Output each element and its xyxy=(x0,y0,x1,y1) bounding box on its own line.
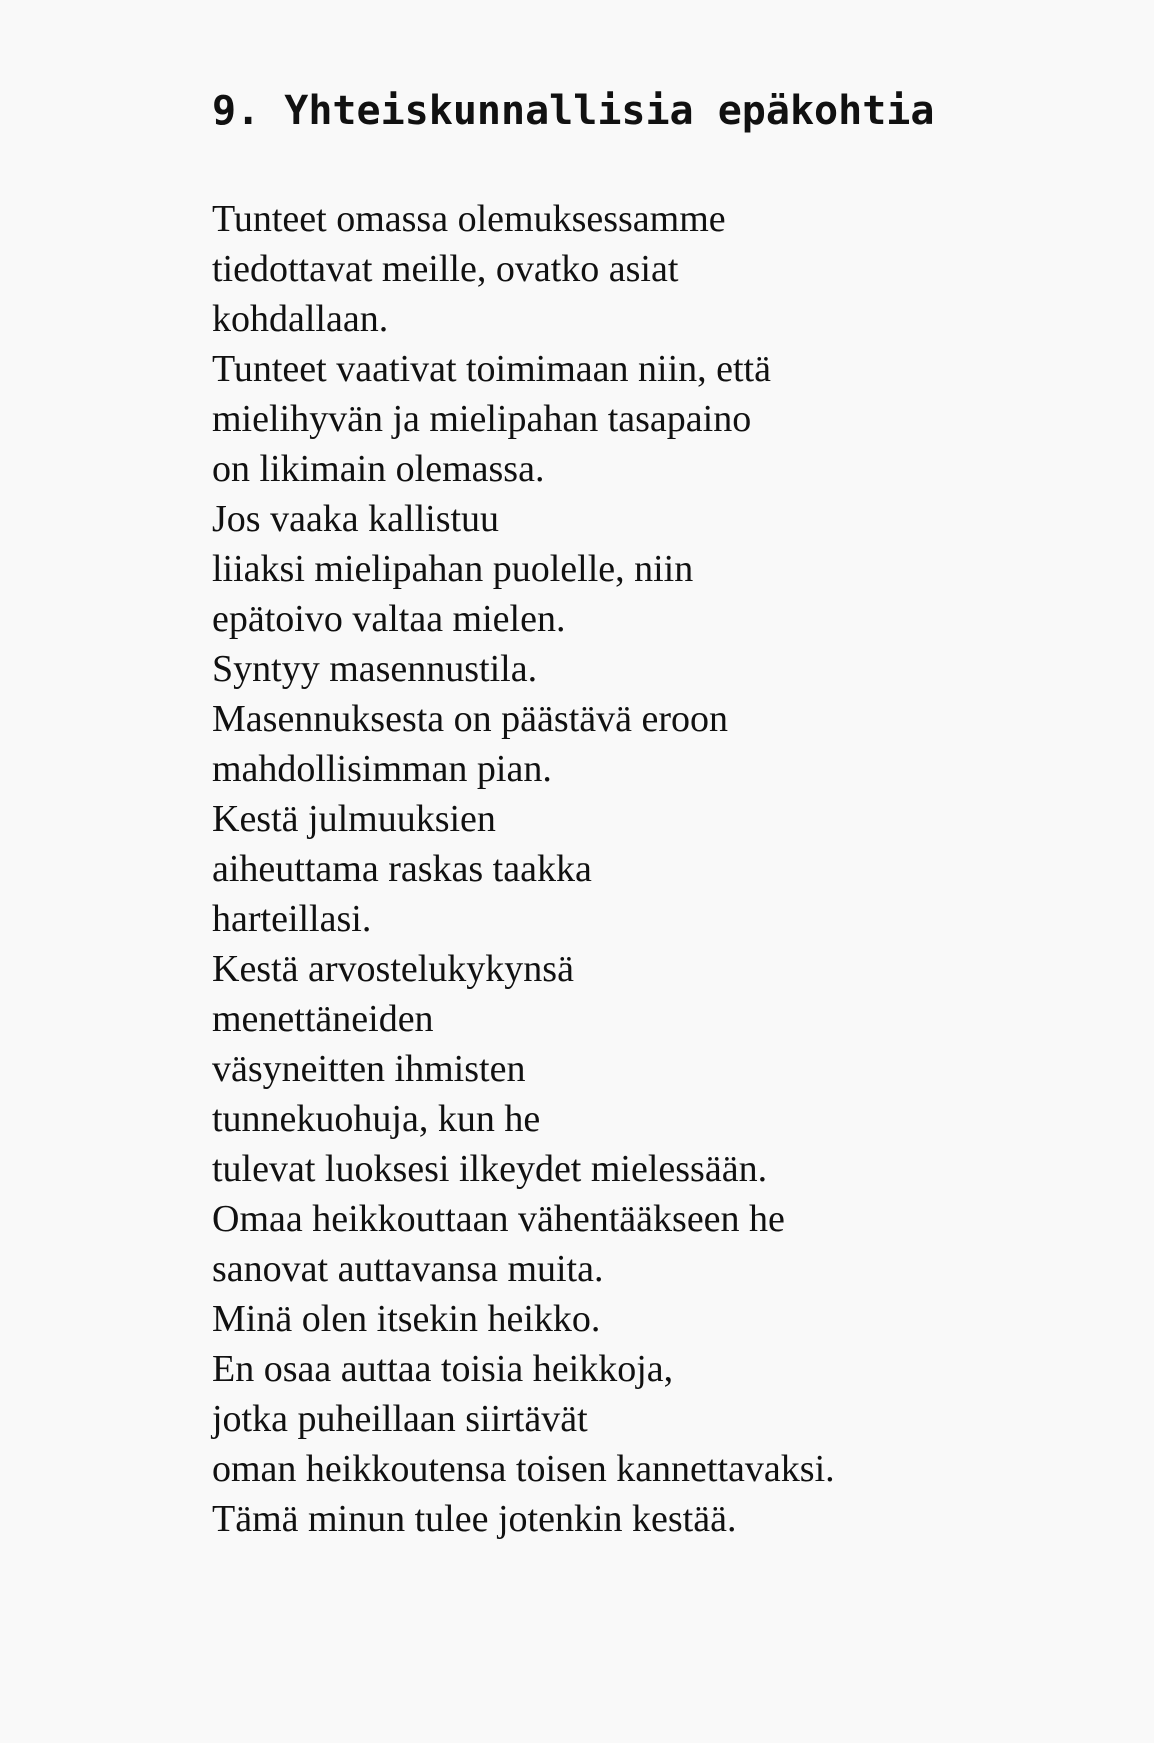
poem-line: epätoivo valtaa mielen. xyxy=(212,598,566,640)
poem-line: Minä olen itsekin heikko. xyxy=(212,1298,601,1340)
poem-line: mielihyvän ja mielipahan tasapaino xyxy=(212,398,752,440)
poem-line: Syntyy masennustila. xyxy=(212,648,538,690)
poem-line: tiedottavat meille, ovatko asiat xyxy=(212,248,679,290)
poem-line: Masennuksesta on päästävä eroon xyxy=(212,698,729,740)
poem-line: Jos vaaka kallistuu xyxy=(212,498,500,540)
poem-line: Tämä minun tulee jotenkin kestää. xyxy=(212,1498,737,1540)
poem-line: Kestä arvostelukykynsä xyxy=(212,948,574,990)
poem-text xyxy=(212,194,1112,1544)
poem-line: En osaa auttaa toisia heikkoja, xyxy=(212,1348,674,1390)
page-heading: 9. Yhteiskunnallisia epäkohtia xyxy=(212,88,935,134)
poem-line: liiaksi mielipahan puolelle, niin xyxy=(212,548,694,590)
poem-line: Tunteet vaativat toimimaan niin, että xyxy=(212,348,771,390)
poem-line: tunnekuohuja, kun he xyxy=(212,1098,541,1140)
poem-line: sanovat auttavansa muita. xyxy=(212,1248,604,1290)
poem-line: Tunteet omassa olemuksessamme xyxy=(212,198,726,240)
poem-line: on likimain olemassa. xyxy=(212,448,545,490)
poem-line: Omaa heikkouttaan vähentääkseen he xyxy=(212,1198,785,1240)
poem-line: jotka puheillaan siirtävät xyxy=(212,1398,588,1440)
poem-line: harteillasi. xyxy=(212,898,372,940)
poem-line: väsyneitten ihmisten xyxy=(212,1048,526,1090)
poem-line: mahdollisimman pian. xyxy=(212,748,552,790)
poem-line: aiheuttama raskas taakka xyxy=(212,848,592,890)
poem-line: Kestä julmuuksien xyxy=(212,798,496,840)
poem-line: menettäneiden xyxy=(212,998,434,1040)
poem-line: kohdallaan. xyxy=(212,298,389,340)
poem-line: tulevat luoksesi ilkeydet mielessään. xyxy=(212,1148,768,1190)
poem-line: oman heikkoutensa toisen kannettavaksi. xyxy=(212,1448,835,1490)
